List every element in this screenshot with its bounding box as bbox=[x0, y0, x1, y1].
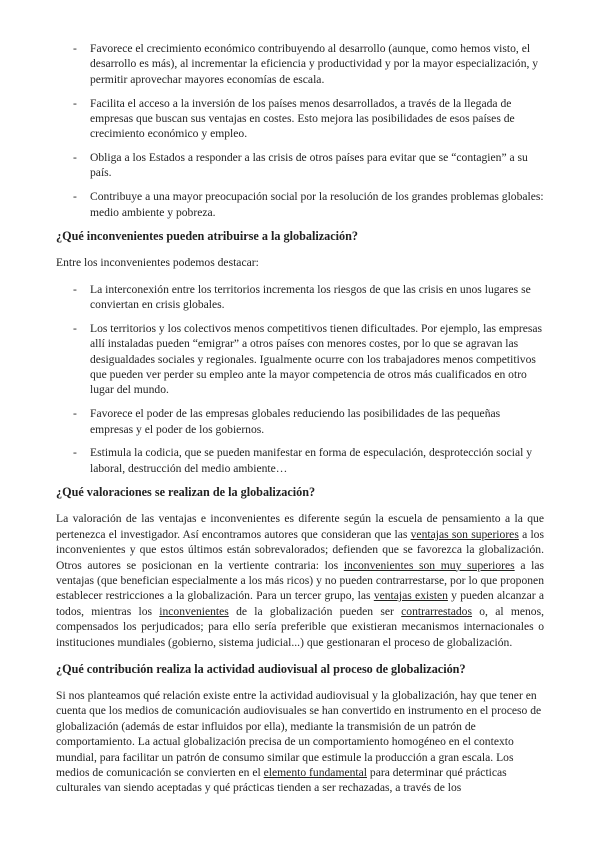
section-intro: Entre los inconvenientes podemos destacar: bbox=[56, 256, 259, 270]
bullet-dash: - bbox=[73, 96, 77, 110]
list-item-text: Contribuye a una mayor preocupación social por la resolución de los grandes problemas globales: medio ambiente y pobreza. bbox=[90, 190, 544, 219]
document-body bbox=[56, 41, 544, 807]
section-heading-audiovisual: ¿Qué contribución realiza la actividad audiovisual al proceso de globalización? bbox=[56, 661, 466, 676]
underlined-term: ventajas son superiores bbox=[410, 527, 519, 541]
bullet-dash: - bbox=[73, 190, 77, 204]
bullet-dash: - bbox=[73, 282, 77, 296]
bullet-dash: - bbox=[73, 446, 77, 460]
list-item-text: Favorece el crecimiento económico contribuyendo al desarrollo (aunque, como hemos visto, el desarrollo es más), al incrementar la eficiencia y productividad y por la mayor especialización, y permitir aprovechar mayores economías de escala. bbox=[90, 42, 539, 86]
list-item bbox=[56, 96, 544, 142]
bullet-dash: - bbox=[73, 321, 77, 335]
list-item bbox=[56, 445, 544, 476]
list-item-text: Estimula la codicia, que se pueden manifestar en forma de especulación, desprotección social y laboral, destrucción del medio ambiente… bbox=[90, 446, 533, 475]
list-item bbox=[56, 41, 544, 87]
list-item-text: Facilita el acceso a la inversión de los países menos desarrollados, a través de la llegada de empresas que buscan sus ventajas en costes. Esto mejora las posibilidades de esos países de crecimiento económico y empleo. bbox=[90, 96, 515, 141]
audiovisual-paragraph: Si nos planteamos qué relación existe entre la actividad audiovisual y la globalización, hay que tener en cuenta que los medios de comunicación audiovisuales se han convertido en instrumento en el proceso de globalización (además de estar influidos por ella), mediante la transmisión de un patrón de comportamiento. La actual globalización precisa de un comportamiento homogéneo en el contexto mundial, para facilitar un patrón de consumo similar que estimule la producción a gran escala. Los medios de comunicación se convierten en el elemento fundamental para determinar qué prácticas culturales van siendo aceptadas y qué prácticas tienden a ser rechazadas, a través de los bbox=[56, 688, 542, 795]
bullet-dash: - bbox=[73, 151, 77, 165]
underlined-term: contrarrestados bbox=[401, 604, 472, 618]
list-item bbox=[56, 150, 544, 181]
list-item-text: Favorece el poder de las empresas globales reduciendo las posibilidades de las pequeñas empresas y el poder de los gobiernos. bbox=[90, 407, 501, 436]
list-item-text: La interconexión entre los territorios incrementa los riesgos de que las crisis en unos lugares se conviertan en crisis globales. bbox=[90, 282, 531, 312]
list-item bbox=[56, 406, 544, 437]
section-heading-disadvantages: ¿Qué inconvenientes pueden atribuirse a la globalización? bbox=[56, 229, 358, 244]
list-item bbox=[56, 189, 544, 220]
underlined-term: inconvenientes bbox=[159, 604, 229, 618]
section-heading-valuations: ¿Qué valoraciones se realizan de la globalización? bbox=[56, 485, 316, 500]
underlined-term: ventajas existen bbox=[373, 589, 448, 603]
list-item-text: Obliga a los Estados a responder a las crisis de otros países para evitar que se “contagien” a su país. bbox=[90, 151, 528, 180]
list-item bbox=[56, 321, 544, 398]
valuations-paragraph: La valoración de las ventajas e inconvenientes es diferente según la escuela de pensamiento a la que pertenezca el investigador. Así encontramos autores que consideran que las ventajas son superiores a los inconvenientes y que estos últimos están sobrevalorados; defienden que se favorezca la globalización. Otros autores se posicionan en la vertiente contraria: los inconvenientes son muy superiores a las ventajas (que benefician especialmente a los más ricos) y no pueden contrarrestarse, por lo que proponen establecer restricciones a la globalización. Para un tercer grupo, las ventajas existen y pueden alcanzar a todos, mientras los inconvenientes de la globalización pueden ser contrarrestados o, al menos, compensados los perjudicados; para ello sería preferible que existieran mecanismos internacionales o instituciones mundiales (gobierno, sistema judicial...) que gestionaran el proceso de globalización. bbox=[56, 512, 544, 649]
bullet-dash: - bbox=[73, 42, 77, 55]
list-item bbox=[56, 282, 544, 313]
list-item-text: Los territorios y los colectivos menos competitivos tienen dificultades. Por ejemplo, las empresas allí instaladas pueden “emigrar” a otros países con menores costes, por lo que se agravan las desigualdades sociales y regionales. Igualmente ocurre con los trabajadores menos competitivos que pueden ver perder su empleo ante la mayor competencia de otros más cualificados en otro lugar del mundo. bbox=[90, 321, 543, 397]
underlined-term: elemento fundamental bbox=[263, 766, 367, 779]
underlined-term: inconvenientes son muy superiores bbox=[343, 558, 515, 572]
bullet-dash: - bbox=[73, 407, 77, 421]
